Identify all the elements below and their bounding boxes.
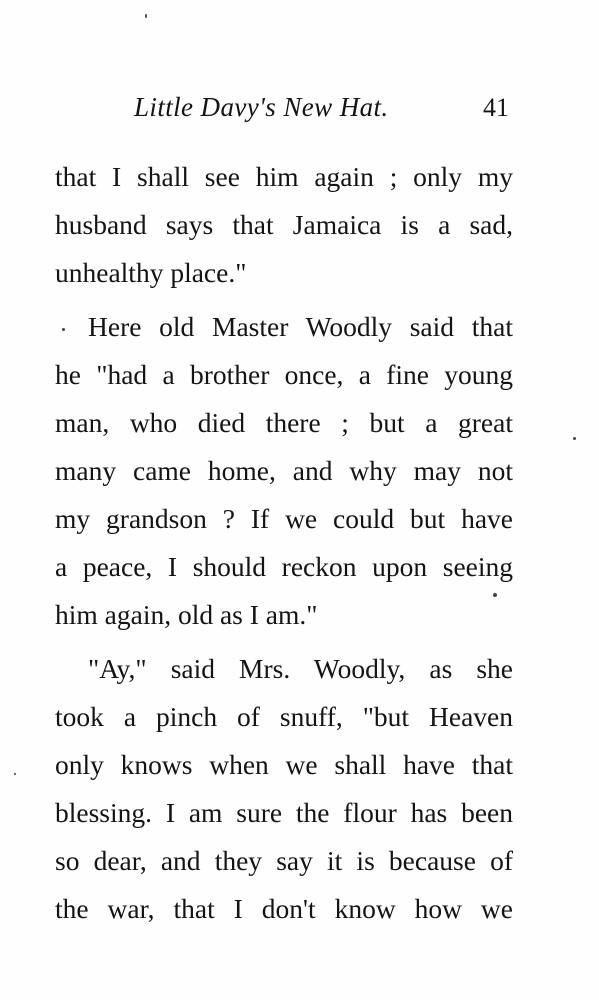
- text-line: unhealthy place.": [55, 257, 247, 288]
- paper-speck: [573, 437, 576, 440]
- text-line: he "had a brother once, a fine young: [55, 359, 513, 390]
- text-line: so dear, and they say it is because of: [55, 845, 513, 876]
- text-line: husband says that Jamaica is a sad,: [55, 209, 513, 240]
- paper-speck: [145, 14, 147, 18]
- text-line: that I shall see him again ; only my: [55, 161, 513, 192]
- text-line: took a pinch of snuff, "but Heaven: [55, 701, 513, 732]
- text-line: a peace, I should reckon upon seeing: [55, 551, 513, 582]
- paper-speck: [62, 328, 65, 331]
- text-line: many came home, and why may not: [55, 455, 513, 486]
- body-text: [55, 153, 513, 933]
- paper-speck: [14, 773, 16, 775]
- page-header: [0, 92, 599, 132]
- text-line: the war, that I don't know how we: [55, 893, 513, 924]
- running-title: Little Davy's New Hat.: [134, 92, 389, 122]
- paper-speck: [493, 593, 497, 597]
- text-line: my grandson ? If we could but have: [55, 503, 513, 534]
- text-line: blessing. I am sure the flour has been: [55, 797, 513, 828]
- text-line: man, who died there ; but a great: [55, 407, 513, 438]
- page-number: 41: [483, 93, 509, 122]
- paragraph-start-line: "Ay," said Mrs. Woodly, as she: [88, 653, 513, 684]
- text-line: only knows when we shall have that: [55, 749, 513, 780]
- paragraph-start-line: Here old Master Woodly said that: [88, 311, 513, 342]
- text-line: him again, old as I am.": [55, 599, 318, 630]
